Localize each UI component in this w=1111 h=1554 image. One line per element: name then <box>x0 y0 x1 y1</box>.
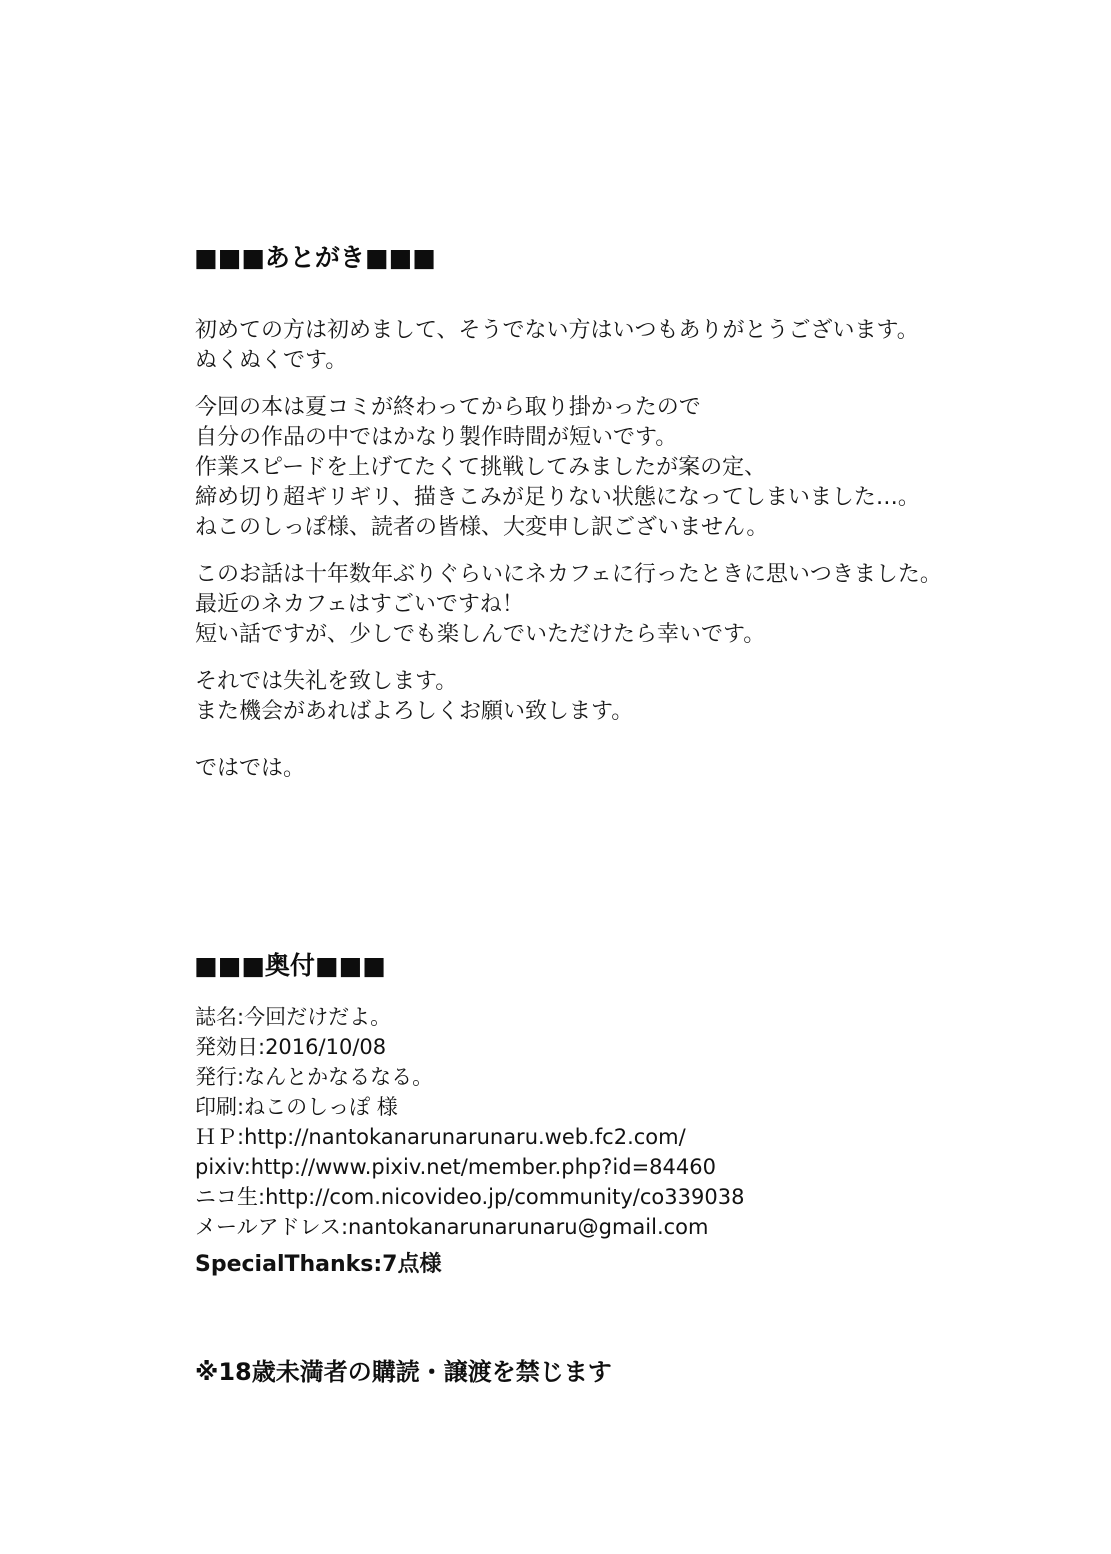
colophon-text-line: メールアドレス:nantokanarunarunaru@gmail.com <box>195 1215 709 1239</box>
colophon-text-line: ニコ生:http://com.nicovideo.jp/community/co339038 <box>195 1185 745 1209</box>
afterword-text-line: このお話は十年数年ぶりぐらいにネカフェに行ったときに思いつきました。 <box>195 562 942 587</box>
afterword-paragraph <box>195 560 942 650</box>
afterword-text-line: 短い話ですが、少しでも楽しんでいただけたら幸いです。 <box>195 622 766 647</box>
colophon-body <box>195 1002 744 1242</box>
special-thanks-line: SpecialThanks:7点様 <box>195 1252 442 1277</box>
afterword-paragraph <box>195 393 942 543</box>
afterword-text-line: ぬくぬくです。 <box>195 348 348 373</box>
afterword-text-line: 今回の本は夏コミが終わってから取り掛かったので <box>195 395 701 420</box>
colophon-text-line: 発行:なんとかなるなる。 <box>195 1065 434 1089</box>
afterword-text-line: 作業スピードを上げてたくて挑戦してみましたが案の定、 <box>195 455 767 480</box>
afterword-text-line: 最近のネカフェはすごいですね！ <box>195 592 524 617</box>
afterword-paragraph <box>195 667 942 727</box>
colophon-text-line: 印刷:ねこのしっぽ 様 <box>195 1095 398 1119</box>
colophon-section-header: ■■■奥付■■■ <box>194 951 386 980</box>
afterword-section-header: ■■■あとがき■■■ <box>194 243 436 272</box>
colophon-text-line: ＨＰ:http://nantokanarunarunaru.web.fc2.com/ <box>195 1125 686 1149</box>
afterword-text-line: ねこのしっぽ様、読者の皆様、大変申し訳ございません。 <box>195 515 769 540</box>
afterword-text-line: 初めての方は初めまして、そうでない方はいつもありがとうございます。 <box>195 318 919 343</box>
afterword-body <box>195 316 942 801</box>
afterword-paragraph <box>195 316 942 376</box>
afterword-text-line: 締め切り超ギリギリ、描きこみが足りない状態になってしまいました…。 <box>195 485 920 510</box>
afterword-text-line: それでは失礼を致します。 <box>195 669 458 694</box>
colophon-text-line: 誌名:今回だけだよ。 <box>195 1005 392 1029</box>
colophon-text-line: 発効日:2016/10/08 <box>195 1035 387 1059</box>
colophon-text-line: pixiv:http://www.pixiv.net/member.php?id=84460 <box>195 1155 716 1179</box>
afterword-text-line: 自分の作品の中ではかなり製作時間が短いです。 <box>195 425 678 450</box>
age-restriction-disclaimer: ※18歳未満者の購読・譲渡を禁じます <box>195 1358 612 1386</box>
afterword-text-line: また機会があればよろしくお願い致します。 <box>195 699 634 724</box>
afterword-text-line: ではでは。 <box>195 756 306 781</box>
afterword-paragraph <box>195 754 942 784</box>
